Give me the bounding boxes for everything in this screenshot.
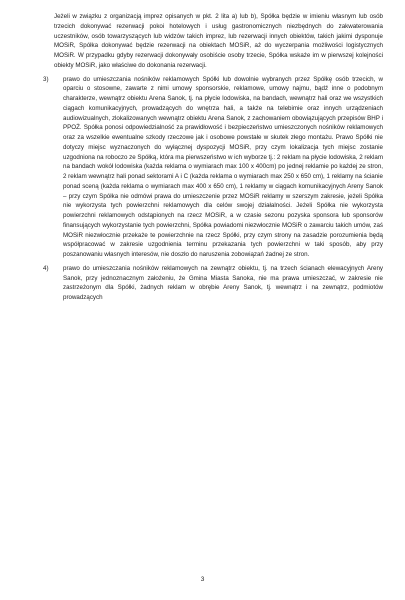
list-item-text: prawo do umieszczania nośników reklamowych Spółki lub dowolnie wybranych przez Spółkę osób trzecich, w oparciu o stosowne, zawarte z nimi umowy sponsorskie, reklamowe, umowy najmu, bądź inne o podobnym charakterze, wewnątrz obiektu Arena Sanok, tj. na płycie lodowiska, na bandach, wewnątrz hali oraz we wszystkich ciągach komunikacyjnych, prowadzących do wnętrza hali, a także na telebimie oraz innych urządzeniach audiowizualnych, zlokalizowanych wewnątrz obiektu Arena Sanok, z zachowaniem obowiązujących przepisów BHP i PPOŻ. Spółka ponosi odpowiedzialność za prawidłowość i bezpieczeństwo umieszczonych nośników reklamowych oraz za wszelkie ewentualne szkody rzeczowe jak i osobowe powstałe w skutek złego montażu. Prawo Spółki nie dotyczy miejsc wyznaczonych do wyłącznej dyspozycji MOSiR, przy czym lokalizacja tych miejsc zostanie uzgodniona na roboczo ze Spółką, która ma pierwszeństwo w ich wyborze tj.: 2 reklam na płycie lodowiska, 2 reklam na bandach wokół lodowiska (każda reklama o wymiarach max 100 x 400cm) po jednej reklamie po każdej ze stron, 2 reklam wewnątrz hali ponad sektorami A i C (każda reklama o wymiarach max 250 x 650 cm), 1 reklamy na ścianie ponad sceną (każda reklama o wymiarach max 400 x 650 cm), 1 reklamy w ciągach komunikacyjnych Areny Sanok – przy czym Spółka nie odmówi prawa do umieszczenie przez MOSiR reklamy w szerszym zakresie, jeżeli Spółka nie wykorzysta tych powierzchni reklamowych dla celów swojej działalności. Jeżeli Spółka nie wykorzysta powierzchni reklamowych odstąpionych na rzecz MOSiR, a w czasie sezonu pozyska sponsora lub sponsorów finansujących wykorzystanie tych powierzchni, Spółka powiadomi niezwłocznie MOSiR o zawarciu takich umów, zaś MOSiR niezwłocznie przekaże te powierzchnie na rzecz Spółki, przy czym strony na zasadzie porozumienia będą współpracować w zakresie uzgodnienia terminu przekazania tych powierzchni w taki sposób, aby przy poszanowaniu własnych interesów, nie doszło do naruszenia zobowiązań żadnej ze stron. [63,75,383,258]
continuation-paragraph: Jeżeli w związku z organizacją imprez opisanych w pkt. 2 lita a) lub b), Spółka będzie w imieniu własnym lub osób trzecich dokonywać rezerwacji pokoi hotelowych i usług gastronomicznych niezbędnych do zakwaterowania uczestników, osób towarzyszących lub widzów takich imprez, lub rezerwacji innych obiektów, takich jakimi dysponuje MOSiR, Spółka dokonywać będzie rezerwacji na obiektach MOSiR, aż do wyczerpania możliwości logistycznych MOSiR. W przypadku gdyby rezerwacji dokonywały osobiście osoby trzecie, Spółka wskaże im w pierwszej kolejności obiekty MOSiR, jako właściwe do dokonania rezerwacji. [54,13,383,69]
list-item-4 [43,264,383,303]
list-item-text: prawo do umieszczania nośników reklamowych na zewnątrz obiektu, tj. na trzech ścianach elewacyjnych Areny Sanok, przy jednoznacznym założeniu, że Gmina Miasta Sanoka, nie ma prawa umieszczać, w zakresie nie zastrzeżonym dla Spółki, żadnych reklam w obrębie Areny Sanok, tj. wewnątrz i na zewnątrz, podmiotów prowadzących [63,264,383,301]
page-number: 3 [200,576,205,583]
list-item-number: 4) [43,264,49,272]
list-item-number: 3) [43,75,49,83]
list-item-3 [43,75,383,260]
document-body [43,12,383,307]
